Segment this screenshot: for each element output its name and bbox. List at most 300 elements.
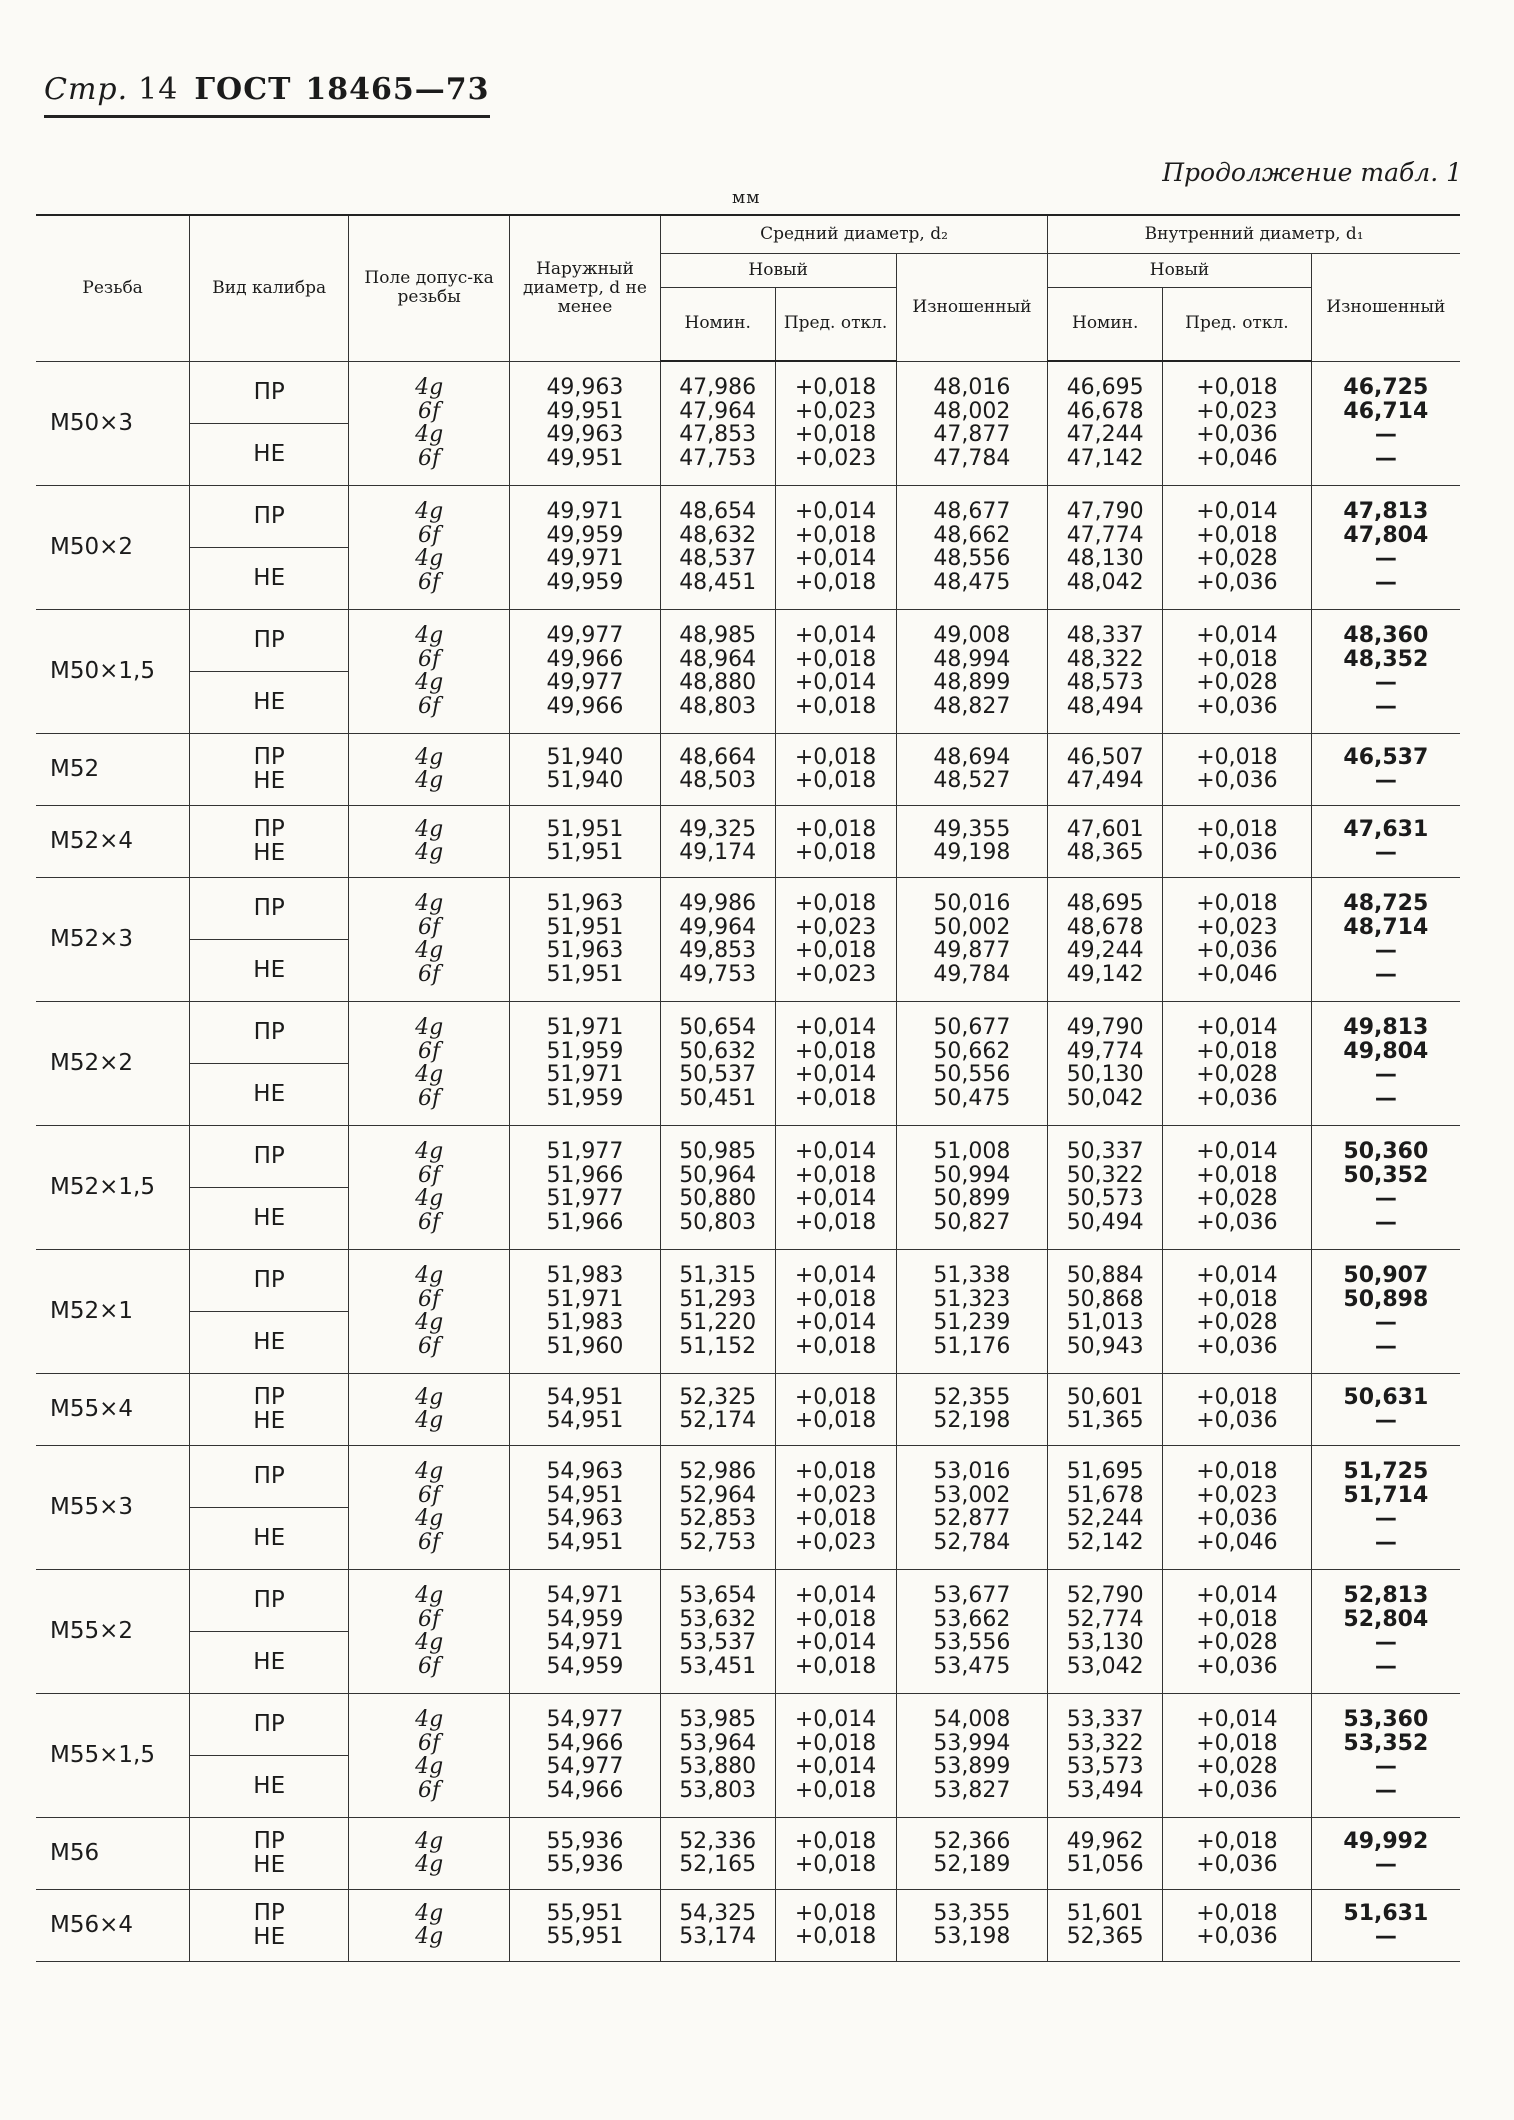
inner-worn-values [1312, 1898, 1460, 1953]
value: 51,220 [679, 1310, 757, 1335]
table-row [36, 1445, 1460, 1569]
value: 51,959 [546, 1085, 624, 1111]
table-body [36, 361, 1460, 1961]
value: 54,951 [546, 1384, 624, 1410]
gauge-group [190, 1126, 348, 1249]
inner-worn-values [1312, 1260, 1460, 1362]
gauge-type-value: НЕ [190, 1755, 348, 1817]
value: 48,322 [1066, 646, 1144, 672]
outer-diameter-cell [510, 1249, 661, 1373]
value: 48,677 [933, 499, 1011, 524]
inner-nominal-values [1048, 1580, 1162, 1682]
value: 52,336 [679, 1828, 757, 1854]
value: 48,654 [679, 499, 757, 524]
thread-cell [36, 1001, 190, 1125]
value: +0,028 [1196, 546, 1278, 571]
value: 52,753 [679, 1529, 757, 1555]
thread-cell [36, 1817, 190, 1889]
value: 52,813 [1343, 1583, 1429, 1608]
tolerance-values [349, 1826, 509, 1881]
mean-worn-cell [896, 733, 1048, 805]
value: 53,451 [679, 1653, 757, 1679]
gauge-type-value: ПР [253, 1587, 285, 1613]
tolerance-values [349, 742, 509, 797]
value: 51,963 [546, 891, 624, 916]
thread-cell [36, 361, 190, 485]
tolerance-cell [349, 733, 510, 805]
value: 50,002 [933, 914, 1011, 940]
thread-designation: М52×3 [50, 926, 134, 952]
table-row [36, 1569, 1460, 1693]
value: 4g [415, 891, 444, 916]
mean-deviation-cell [775, 1125, 896, 1249]
value: — [1374, 1653, 1397, 1679]
outer-diameter-cell [510, 805, 661, 877]
inner-deviation-cell [1163, 1445, 1312, 1569]
value: 51,714 [1343, 1482, 1429, 1508]
value: 47,142 [1066, 445, 1144, 471]
table-row [36, 1693, 1460, 1817]
value: 4g [415, 1924, 444, 1949]
inner-deviation-values [1163, 620, 1311, 722]
value: 54,951 [546, 1529, 624, 1555]
gauge-type-value: НЕ [190, 1507, 348, 1569]
value: 6f [418, 1606, 441, 1632]
gauge-group [190, 1826, 348, 1881]
value: 49,325 [679, 816, 757, 842]
outer-diameter-values [510, 1456, 660, 1558]
gauge-group [190, 1250, 348, 1373]
value: +0,036 [1196, 768, 1278, 793]
mean-worn-cell [896, 1125, 1048, 1249]
thread-cell [36, 1569, 190, 1693]
value: +0,018 [794, 1924, 877, 1949]
inner-nominal-cell [1048, 1569, 1163, 1693]
value: +0,014 [794, 1263, 877, 1288]
tolerance-cell [349, 361, 510, 485]
mean-deviation-values [776, 814, 896, 869]
value: +0,036 [1196, 422, 1278, 448]
mean-deviation-cell [775, 1373, 896, 1445]
value: 6f [418, 569, 441, 595]
value: 4g [415, 422, 444, 447]
value: 55,936 [546, 1852, 624, 1877]
value: 50,898 [1343, 1286, 1429, 1312]
value: 50,677 [933, 1015, 1011, 1040]
value: 50,631 [1343, 1384, 1429, 1410]
value: 49,963 [546, 422, 624, 447]
value: 54,971 [546, 1583, 624, 1608]
mean-deviation-cell [775, 733, 896, 805]
inner-deviation-cell [1163, 1693, 1312, 1817]
mean-worn-values [897, 1826, 1048, 1881]
value: +0,023 [794, 914, 877, 940]
value: +0,014 [794, 499, 877, 524]
mean-deviation-cell [775, 1889, 896, 1961]
mean-deviation-cell [775, 1569, 896, 1693]
col-tolerance-header: Поле допус-ка резьбы [349, 215, 510, 361]
value: 48,678 [1066, 914, 1144, 940]
tolerance-values [349, 1136, 509, 1238]
value: 51,239 [933, 1310, 1011, 1335]
gauge-group [190, 610, 348, 733]
value: 52,244 [1066, 1506, 1144, 1531]
value: 51,977 [546, 1186, 624, 1211]
mean-nominal-cell [660, 1249, 775, 1373]
mean-worn-cell [896, 609, 1048, 733]
value: +0,036 [1196, 569, 1278, 595]
value: 48,725 [1343, 891, 1429, 916]
value: 48,360 [1343, 623, 1429, 648]
value: 48,964 [679, 646, 757, 672]
mean-worn-values [897, 1456, 1048, 1558]
gauge-type-cell [190, 877, 349, 1001]
mean-worn-values [897, 888, 1048, 990]
value: +0,018 [794, 1038, 877, 1064]
tolerance-cell [349, 1249, 510, 1373]
value: +0,018 [1196, 1730, 1278, 1756]
value: 48,827 [933, 693, 1011, 719]
inner-deviation-values [1163, 1382, 1311, 1437]
thread-designation: М55×3 [50, 1494, 134, 1520]
inner-nominal-values [1048, 1898, 1162, 1953]
gauge-type-cell [190, 609, 349, 733]
outer-diameter-values [510, 496, 660, 598]
value: 6f [418, 398, 441, 424]
mean-deviation-values [776, 1456, 896, 1558]
value: 49,008 [933, 623, 1011, 648]
gauge-type-cell [190, 805, 349, 877]
mean-deviation-values [776, 1704, 896, 1806]
gauge-group [190, 1694, 348, 1817]
value: 48,556 [933, 546, 1011, 571]
inner-nominal-values [1048, 1136, 1162, 1238]
gauge-type-value: НЕ [253, 1851, 286, 1878]
thread-designation: М52×2 [50, 1050, 134, 1076]
gauge-type-value: ПР [253, 379, 285, 405]
inner-deviation-values [1163, 1580, 1311, 1682]
gauge-type-value: НЕ [253, 767, 286, 794]
gauge-type-cell [190, 1249, 349, 1373]
value: +0,018 [794, 375, 877, 401]
col-inner-worn-header: Изношенный [1311, 253, 1460, 361]
inner-nominal-values [1048, 1704, 1162, 1806]
value: 6f [418, 1333, 441, 1359]
mean-worn-values [897, 620, 1048, 722]
value: 48,994 [933, 646, 1011, 672]
standard-number: 18465—73 [305, 72, 490, 107]
tolerance-values [349, 1704, 509, 1806]
value: 49,198 [933, 840, 1011, 865]
value: +0,036 [1196, 1924, 1278, 1949]
thread-cell [36, 1445, 190, 1569]
inner-deviation-cell [1163, 805, 1312, 877]
inner-worn-values [1312, 1012, 1460, 1114]
mean-worn-values [897, 496, 1048, 598]
gauge-type-cell [190, 1693, 349, 1817]
mean-deviation-cell [775, 1249, 896, 1373]
value: +0,014 [794, 1630, 877, 1655]
value: 48,130 [1066, 546, 1144, 571]
value: +0,014 [794, 670, 877, 695]
value: +0,036 [1196, 693, 1278, 719]
value: +0,018 [794, 938, 877, 963]
value: 52,784 [933, 1529, 1011, 1555]
inner-nominal-values [1048, 496, 1162, 598]
mean-worn-cell [896, 805, 1048, 877]
inner-worn-cell [1311, 1693, 1460, 1817]
value: 52,877 [933, 1506, 1011, 1531]
value: — [1374, 1506, 1397, 1531]
value: 46,507 [1066, 744, 1144, 770]
inner-worn-cell [1311, 1249, 1460, 1373]
table-row [36, 1817, 1460, 1889]
inner-deviation-values [1163, 372, 1311, 474]
mean-nominal-values [661, 1382, 775, 1437]
value: 53,352 [1343, 1730, 1429, 1756]
value: 48,714 [1343, 914, 1429, 940]
value: 49,966 [546, 693, 624, 719]
value: 4g [415, 1583, 444, 1608]
value: 52,790 [1066, 1583, 1144, 1608]
mean-deviation-cell [775, 361, 896, 485]
value: 54,959 [546, 1653, 624, 1679]
inner-worn-values [1312, 372, 1460, 474]
mean-deviation-cell [775, 1001, 896, 1125]
gauge-type-value: НЕ [190, 1311, 348, 1373]
value: +0,028 [1196, 1062, 1278, 1087]
value: 50,994 [933, 1162, 1011, 1188]
tolerance-values [349, 1260, 509, 1362]
value: 6f [418, 693, 441, 719]
value: 49,971 [546, 546, 624, 571]
inner-nominal-cell [1048, 485, 1163, 609]
value: 52,804 [1343, 1606, 1429, 1632]
inner-worn-values [1312, 496, 1460, 598]
value: — [1374, 1209, 1397, 1235]
value: +0,018 [794, 1852, 877, 1877]
value: 6f [418, 1209, 441, 1235]
value: — [1374, 1310, 1397, 1335]
value: — [1374, 1754, 1397, 1779]
value: 49,174 [679, 840, 757, 865]
value: 52,355 [933, 1384, 1011, 1410]
value: 4g [415, 1754, 444, 1779]
thread-designation: М56 [50, 1840, 100, 1866]
value: 51,963 [546, 938, 624, 963]
mean-nominal-values [661, 1136, 775, 1238]
col-inner-diameter-header: Внутренний диаметр, d₁ [1048, 215, 1460, 253]
value: +0,018 [1196, 1162, 1278, 1188]
table-row [36, 877, 1460, 1001]
inner-deviation-cell [1163, 877, 1312, 1001]
inner-deviation-cell [1163, 733, 1312, 805]
inner-deviation-cell [1163, 361, 1312, 485]
value: 52,142 [1066, 1529, 1144, 1555]
value: 49,790 [1066, 1015, 1144, 1040]
mean-nominal-values [661, 496, 775, 598]
value: 53,880 [679, 1754, 757, 1779]
value: — [1374, 1630, 1397, 1655]
mean-worn-cell [896, 1001, 1048, 1125]
tolerance-cell [349, 1373, 510, 1445]
gauge-group [190, 1570, 348, 1693]
gauge-group [190, 814, 348, 869]
thread-cell [36, 733, 190, 805]
value: 48,365 [1066, 840, 1144, 865]
value: 50,907 [1343, 1263, 1429, 1288]
value: 51,315 [679, 1263, 757, 1288]
tolerance-cell [349, 609, 510, 733]
value: 49,813 [1343, 1015, 1429, 1040]
inner-deviation-cell [1163, 1001, 1312, 1125]
outer-diameter-cell [510, 1001, 661, 1125]
value: 48,664 [679, 744, 757, 770]
value: 53,654 [679, 1583, 757, 1608]
value: 49,951 [546, 445, 624, 471]
value: 4g [415, 1062, 444, 1087]
value: 48,337 [1066, 623, 1144, 648]
gauge-type-value: ПР [253, 503, 285, 529]
value: 53,198 [933, 1924, 1011, 1949]
value: +0,046 [1196, 961, 1278, 987]
value: +0,018 [794, 1606, 877, 1632]
value: +0,036 [1196, 1333, 1278, 1359]
value: 4g [415, 1630, 444, 1655]
value: +0,014 [794, 623, 877, 648]
value: 4g [415, 1707, 444, 1732]
mean-nominal-cell [660, 1889, 775, 1961]
mean-nominal-values [661, 1580, 775, 1682]
value: +0,014 [794, 1583, 877, 1608]
value: +0,014 [794, 1754, 877, 1779]
value: 51,951 [546, 961, 624, 987]
value: +0,023 [794, 961, 877, 987]
value: 48,451 [679, 569, 757, 595]
value: 47,784 [933, 445, 1011, 471]
mean-nominal-values [661, 620, 775, 722]
value: +0,018 [794, 744, 877, 770]
table-row [36, 1889, 1460, 1961]
mean-nominal-cell [660, 877, 775, 1001]
value: 50,337 [1066, 1139, 1144, 1164]
value: 51,323 [933, 1286, 1011, 1312]
value: +0,018 [794, 1777, 877, 1803]
value: +0,018 [1196, 1606, 1278, 1632]
outer-diameter-cell [510, 1445, 661, 1569]
value: 52,774 [1066, 1606, 1144, 1632]
outer-diameter-values [510, 1704, 660, 1806]
value: 6f [418, 1038, 441, 1064]
outer-diameter-cell [510, 1817, 661, 1889]
inner-nominal-cell [1048, 1249, 1163, 1373]
value: 51,971 [546, 1015, 624, 1040]
value: 51,951 [546, 816, 624, 842]
value: 4g [415, 1384, 444, 1410]
inner-deviation-values [1163, 1260, 1311, 1362]
tolerance-values [349, 1898, 509, 1953]
inner-worn-cell [1311, 1817, 1460, 1889]
value: +0,014 [794, 1310, 877, 1335]
value: 47,601 [1066, 816, 1144, 842]
gauge-group [190, 878, 348, 1001]
value: 47,964 [679, 398, 757, 424]
mean-nominal-cell [660, 1817, 775, 1889]
value: +0,018 [794, 422, 877, 448]
value: 54,977 [546, 1754, 624, 1779]
inner-deviation-cell [1163, 1817, 1312, 1889]
mean-worn-cell [896, 1817, 1048, 1889]
value: 6f [418, 522, 441, 548]
inner-nominal-values [1048, 888, 1162, 990]
value: 54,008 [933, 1707, 1011, 1732]
outer-diameter-values [510, 1382, 660, 1437]
gauge-type-value: ПР [253, 1384, 285, 1411]
gauge-type-cell [190, 1001, 349, 1125]
value: +0,036 [1196, 1852, 1278, 1877]
value: +0,018 [794, 891, 877, 916]
mean-worn-values [897, 1580, 1048, 1682]
standard-name: ГОСТ [194, 72, 292, 107]
value: 50,803 [679, 1209, 757, 1235]
value: 50,475 [933, 1085, 1011, 1111]
value: 49,355 [933, 816, 1011, 842]
value: 50,537 [679, 1062, 757, 1087]
inner-worn-values [1312, 1136, 1460, 1238]
value: +0,018 [1196, 522, 1278, 548]
value: 55,951 [546, 1924, 624, 1949]
value: +0,018 [1196, 1900, 1278, 1926]
mean-nominal-values [661, 814, 775, 869]
value: 48,475 [933, 569, 1011, 595]
value: 50,899 [933, 1186, 1011, 1211]
inner-worn-values [1312, 742, 1460, 797]
value: +0,014 [1196, 1707, 1278, 1732]
value: 46,714 [1343, 398, 1429, 424]
value: 51,338 [933, 1263, 1011, 1288]
value: +0,023 [794, 1529, 877, 1555]
value: 49,244 [1066, 938, 1144, 963]
tolerance-cell [349, 485, 510, 609]
value: — [1374, 569, 1397, 595]
outer-diameter-values [510, 1136, 660, 1238]
inner-deviation-values [1163, 496, 1311, 598]
value: 48,494 [1066, 693, 1144, 719]
value: +0,018 [794, 1506, 877, 1531]
outer-diameter-values [510, 620, 660, 722]
mean-nominal-values [661, 1898, 775, 1953]
thread-designation: М52×1,5 [50, 1174, 155, 1200]
inner-nominal-values [1048, 814, 1162, 869]
value: 54,977 [546, 1707, 624, 1732]
gauge-type-cell [190, 1125, 349, 1249]
thread-cell [36, 1693, 190, 1817]
table-row [36, 361, 1460, 485]
value: 55,936 [546, 1828, 624, 1854]
value: 50,654 [679, 1015, 757, 1040]
gauge-type-cell [190, 1889, 349, 1961]
value: 50,451 [679, 1085, 757, 1111]
value: 51,176 [933, 1333, 1011, 1359]
value: 50,632 [679, 1038, 757, 1064]
value: +0,018 [1196, 1828, 1278, 1854]
value: 49,853 [679, 938, 757, 963]
table-row [36, 1249, 1460, 1373]
value: 6f [418, 1162, 441, 1188]
value: 52,174 [679, 1408, 757, 1433]
col-inner-new-header: Новый [1048, 253, 1311, 287]
value: +0,018 [794, 522, 877, 548]
